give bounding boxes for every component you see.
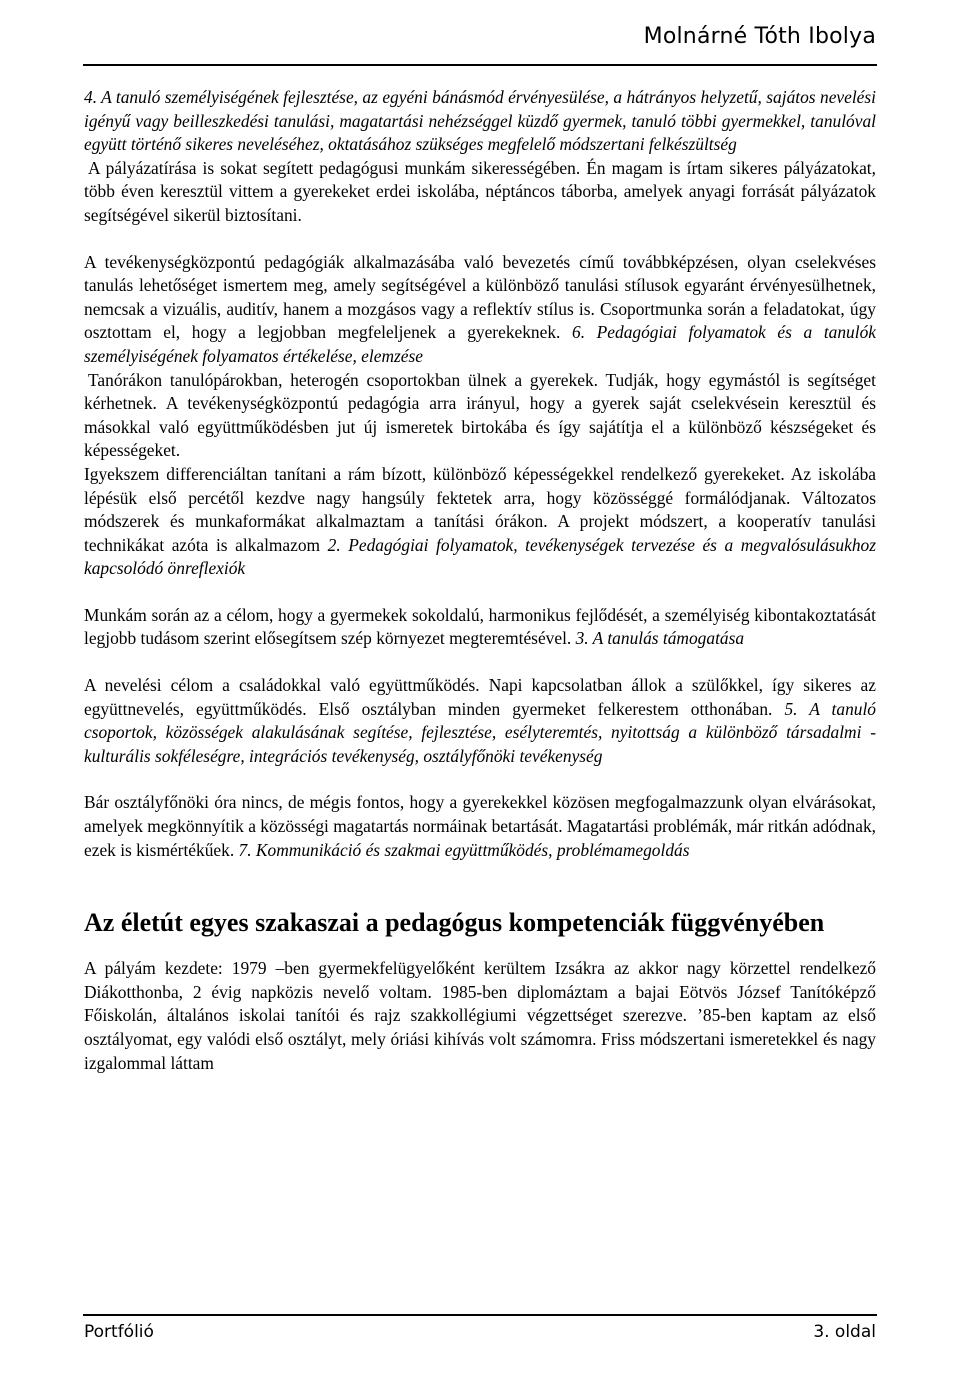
paragraph-class-norms: [84, 791, 876, 862]
competency-2-heading: 2. Pedagógiai folyamatok, tevékenységek tervezése és a megvalósulásukhoz kapcsolódó önreflexiók: [84, 534, 877, 579]
paragraph-career-start: A pályám kezdete: 1979 –ben gyermekfelügyelőként kerültem Izsákra az akkor nagy körzettel rendelkező Diákotthonba, 2 évig napközis nevelő voltam. 1985-ben diplomáztam a bajai Eötvös József Tanítóképző Főiskolán, általános iskolai tanítói és rajz szakkollégiumi végzettséget szerezve. ’85-ben kaptam az első osztályomat, egy valódi első osztályt, mely óriási kihívás volt számomra. Friss módszertani ismeretekkel és nagy izgalommal láttam: [84, 958, 876, 1073]
paragraph-applications: A pályázatírása is sokat segített pedagógusi munkám sikerességében. Én magam is írtam sikeres pályázatokat, több éven keresztül vittem a gyerekeket erdei iskolába, néptáncos táborba, amelyek anyagi forrását pályázatok segítségével sikerül biztosítani.: [84, 157, 876, 225]
paragraph-activity-pedagogy: [84, 251, 876, 369]
paragraph-differentiation: [84, 463, 876, 581]
footer-page-number: 3. oldal: [813, 1322, 876, 1342]
paragraph-class-norms-text: Bár osztályfőnöki óra nincs, de mégis fontos, hogy a gyerekekkel közösen megfogalmazzunk olyan elvárásokat, amelyek megkönnyítik a közösségi magatartás normáinak betartását. Magatartási problémák, már ritkán adódnak, ezek is kismértékűek.: [84, 792, 876, 860]
competency-3-heading: 3. A tanulás támogatása: [575, 628, 745, 649]
page-content: [84, 86, 876, 1075]
paragraph-goals: [84, 604, 876, 651]
paragraph-pair-work: Tanórákon tanulópárokban, heterogén csoportokban ülnek a gyerekek. Tudják, hogy egymástól is segítséget kérhetnek. A tevékenységközpontú pedagógia arra irányul, hogy a gyerek saját cselekvésein keresztül és másokkal való együttműködésben jut új ismeretek birtokába és így sajátítja el a különböző készségeket és képességeket.: [84, 369, 876, 461]
competency-7-heading: 7. Kommunikáció és szakmai együttműködés, problémamegoldás: [238, 839, 690, 860]
header-divider: [83, 64, 877, 66]
section-title: Az életút egyes szakaszai a pedagógus kompetenciák függvényében: [84, 908, 825, 938]
footer-portfolio-label: Portfólió: [84, 1322, 154, 1342]
paragraph-differentiation-text: Igyekszem differenciáltan tanítani a rám bízott, különböző képességekkel rendelkező gyerekeket. Az iskolába lépésük első percétől kezdve nagy hangsúly fektetek arra, hogy közösséggé formálódjanak. Változatos módszerek és munkaformákat alkalmaztam a tanítási órákon. A projekt módszert, a kooperatív tanulási technikákat azóta is alkalmazom: [84, 463, 876, 555]
page-header-author: Molnárné Tóth Ibolya: [643, 24, 876, 49]
footer-divider: [83, 1314, 877, 1316]
paragraph-family-cooperation-text: A nevelési célom a családokkal való együttműködés. Napi kapcsolatban állok a szülőkkel, így sikeres az együttnevelés, együttműködés. Első osztályban minden gyermeket felkerestem otthonában.: [84, 675, 876, 719]
competency-5-heading: 5. A tanuló csoportok, közösségek alakulásának segítése, fejlesztése, esélyteremtés, nyitottság a különböző társadalmi - kulturális sokféleségre, integrációs tevékenység, osztályfőnöki tevékenység: [84, 698, 876, 766]
paragraph-family-cooperation: [84, 674, 876, 768]
paragraph-goals-text: Munkám során az a célom, hogy a gyermekek sokoldalú, harmonikus fejlődését, a személyiség kibontakoztatását legjobb tudásom szerint elősegítsem szép környezet megteremtésével.: [84, 604, 876, 649]
competency-4-heading: 4. A tanuló személyiségének fejlesztése, az egyéni bánásmód érvényesülése, a hátrányos helyzetű, sajátos nevelési igényű vagy beilleszkedési tanulási, magatartási nehézséggel küzdő gyermek, tanuló többi gyermekkel, tanulóval együtt történő sikeres neveléséhez, oktatásához szükséges megfelelő módszertani felkészültség: [84, 87, 876, 155]
competency-6-heading: 6. Pedagógiai folyamatok és a tanulók személyiségének folyamatos értékelése, elemzése: [84, 322, 876, 366]
paragraph-activity-pedagogy-text: A tevékenységközpontú pedagógiák alkalmazásába való bevezetés című továbbképzésen, olyan cselekvéses tanulás lehetőséget ismertem meg, amely segítségével a különböző tanulási stílusok egyaránt érvényesülhetnek, nemcsak a vizuális, auditív, hanem a mozgásos vagy a reflektív stílus is. Csoportmunka során a feladatokat, úgy osztottam el, hogy a legjobban megfeleljenek a gyerekeknek.: [84, 251, 876, 343]
